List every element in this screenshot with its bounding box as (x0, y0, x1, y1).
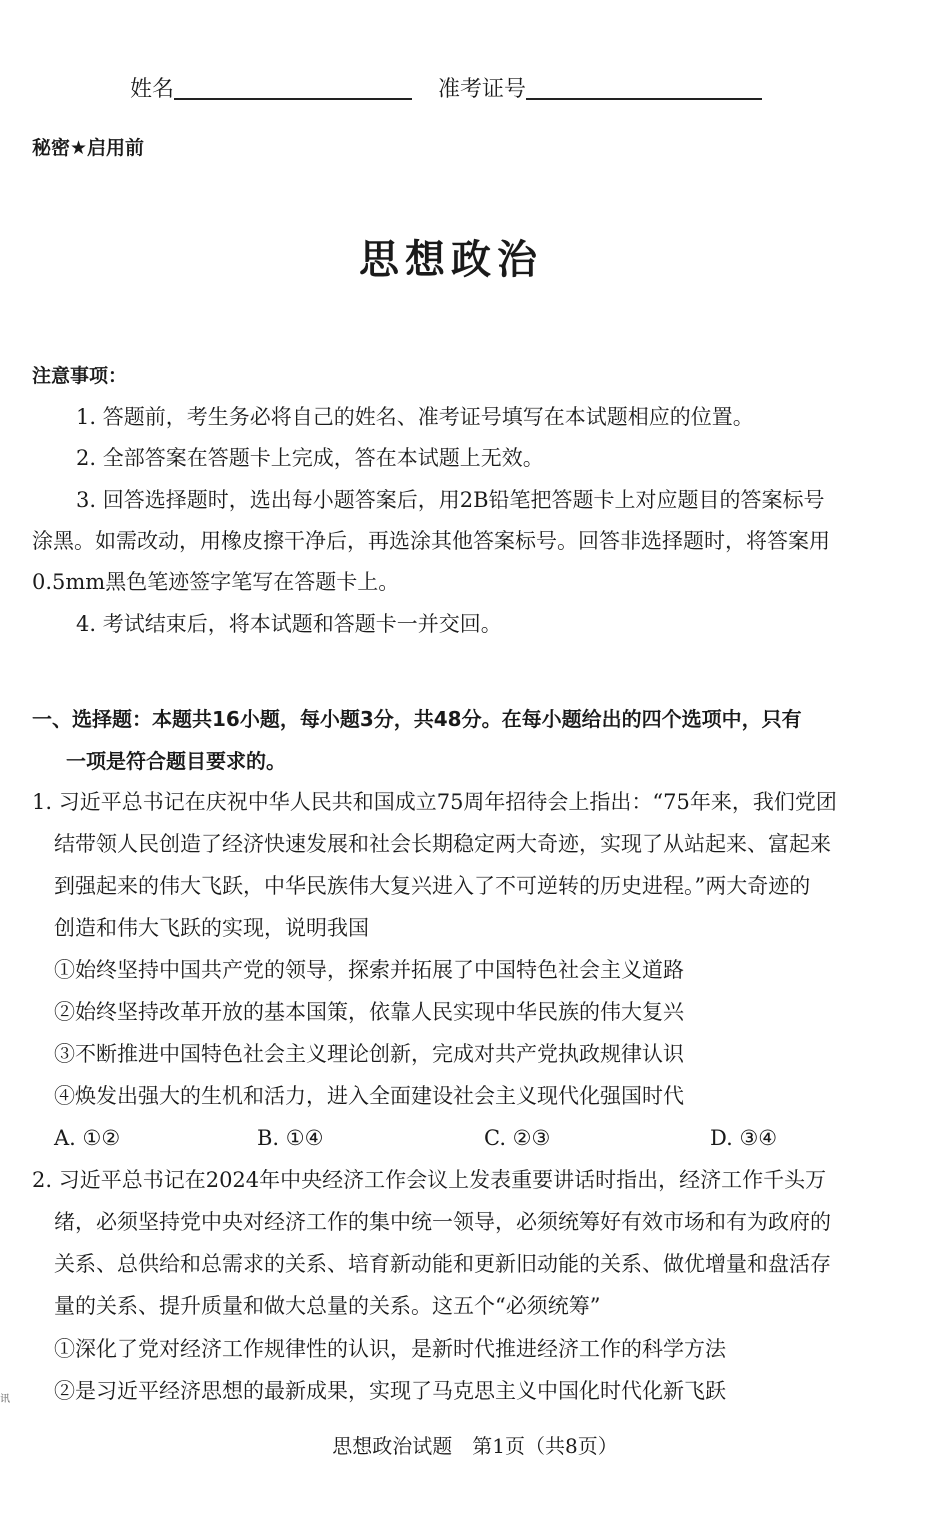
q1-stem-line: 创造和伟大飞跃的实现，说明我国 (54, 916, 369, 940)
q1-option-b: B. ①④ (257, 1126, 324, 1150)
section-heading-cont: 一项是符合题目要求的。 (66, 749, 286, 773)
secret-mark: 秘密★启用前 (32, 137, 145, 159)
q1-option-c: C. ②③ (484, 1126, 551, 1150)
notice-line: 4. 考试结束后，将本试题和答题卡一并交回。 (76, 612, 502, 636)
q1-stem-line: 到强起来的伟大飞跃，中华民族伟大复兴进入了不可逆转的历史进程。”两大奇迹的 (54, 874, 811, 898)
q1-statement: ②始终坚持改革开放的基本国策，依靠人民实现中华民族的伟大复兴 (54, 1000, 684, 1024)
q1-stem-line: 结带领人民创造了经济快速发展和社会长期稳定两大奇迹，实现了从站起来、富起来 (54, 832, 831, 856)
candidate-info-line (130, 72, 762, 103)
q1-statement: ①始终坚持中国共产党的领导，探索并拓展了中国特色社会主义道路 (54, 958, 684, 982)
q2-statement: ①深化了党对经济工作规律性的认识，是新时代推进经济工作的科学方法 (54, 1337, 726, 1361)
q1-option-d: D. ③④ (710, 1126, 778, 1150)
notice-title: 注意事项： (32, 365, 128, 387)
q2-stem-line: 关系、总供给和总需求的关系、培育新动能和更新旧动能的关系、做优增量和盘活存 (54, 1252, 831, 1276)
q1-stem-line: 1. 习近平总书记在庆祝中华人民共和国成立75周年招待会上指出：“75年来，我们党团 (32, 790, 837, 814)
page-title: 思想政治 (359, 236, 543, 283)
notice-line: 2. 全部答案在答题卡上完成，答在本试题上无效。 (76, 446, 544, 470)
q1-option-a: A. ①② (54, 1126, 121, 1150)
section-heading: 一、选择题：本题共16小题，每小题3分，共48分。在每小题给出的四个选项中，只有 (32, 707, 802, 731)
name-blank (174, 98, 412, 100)
name-label: 姓名 (130, 77, 175, 102)
q1-statement: ④焕发出强大的生机和活力，进入全面建设社会主义现代化强国时代 (54, 1084, 684, 1108)
exam-number-label: 准考证号 (438, 77, 527, 102)
q1-statement: ③不断推进中国特色社会主义理论创新，完成对共产党执政规律认识 (54, 1042, 684, 1066)
edge-mark: 讯 (0, 1394, 10, 1405)
notice-line: 1. 答题前，考生务必将自己的姓名、准考证号填写在本试题相应的位置。 (76, 405, 754, 429)
notice-line: 涂黑。如需改动，用橡皮擦干净后，再选涂其他答案标号。回答非选择题时，将答案用 (32, 529, 830, 553)
notice-line: 3. 回答选择题时，选出每小题答案后，用2B铅笔把答题卡上对应题目的答案标号 (76, 488, 825, 512)
q2-statement: ②是习近平经济思想的最新成果，实现了马克思主义中国化时代化新飞跃 (54, 1379, 726, 1403)
exam-number-blank (526, 98, 762, 100)
notice-line: 0.5mm黑色笔迹签字笔写在答题卡上。 (32, 570, 400, 594)
q2-stem-line: 量的关系、提升质量和做大总量的关系。这五个“必须统筹” (54, 1294, 601, 1318)
page-footer: 思想政治试题 第1页（共8页） (332, 1434, 618, 1458)
q2-stem-line: 绪，必须坚持党中央对经济工作的集中统一领导，必须统筹好有效市场和有为政府的 (54, 1210, 831, 1234)
q2-stem-line: 2. 习近平总书记在2024年中央经济工作会议上发表重要讲话时指出，经济工作千头万 (32, 1168, 827, 1192)
